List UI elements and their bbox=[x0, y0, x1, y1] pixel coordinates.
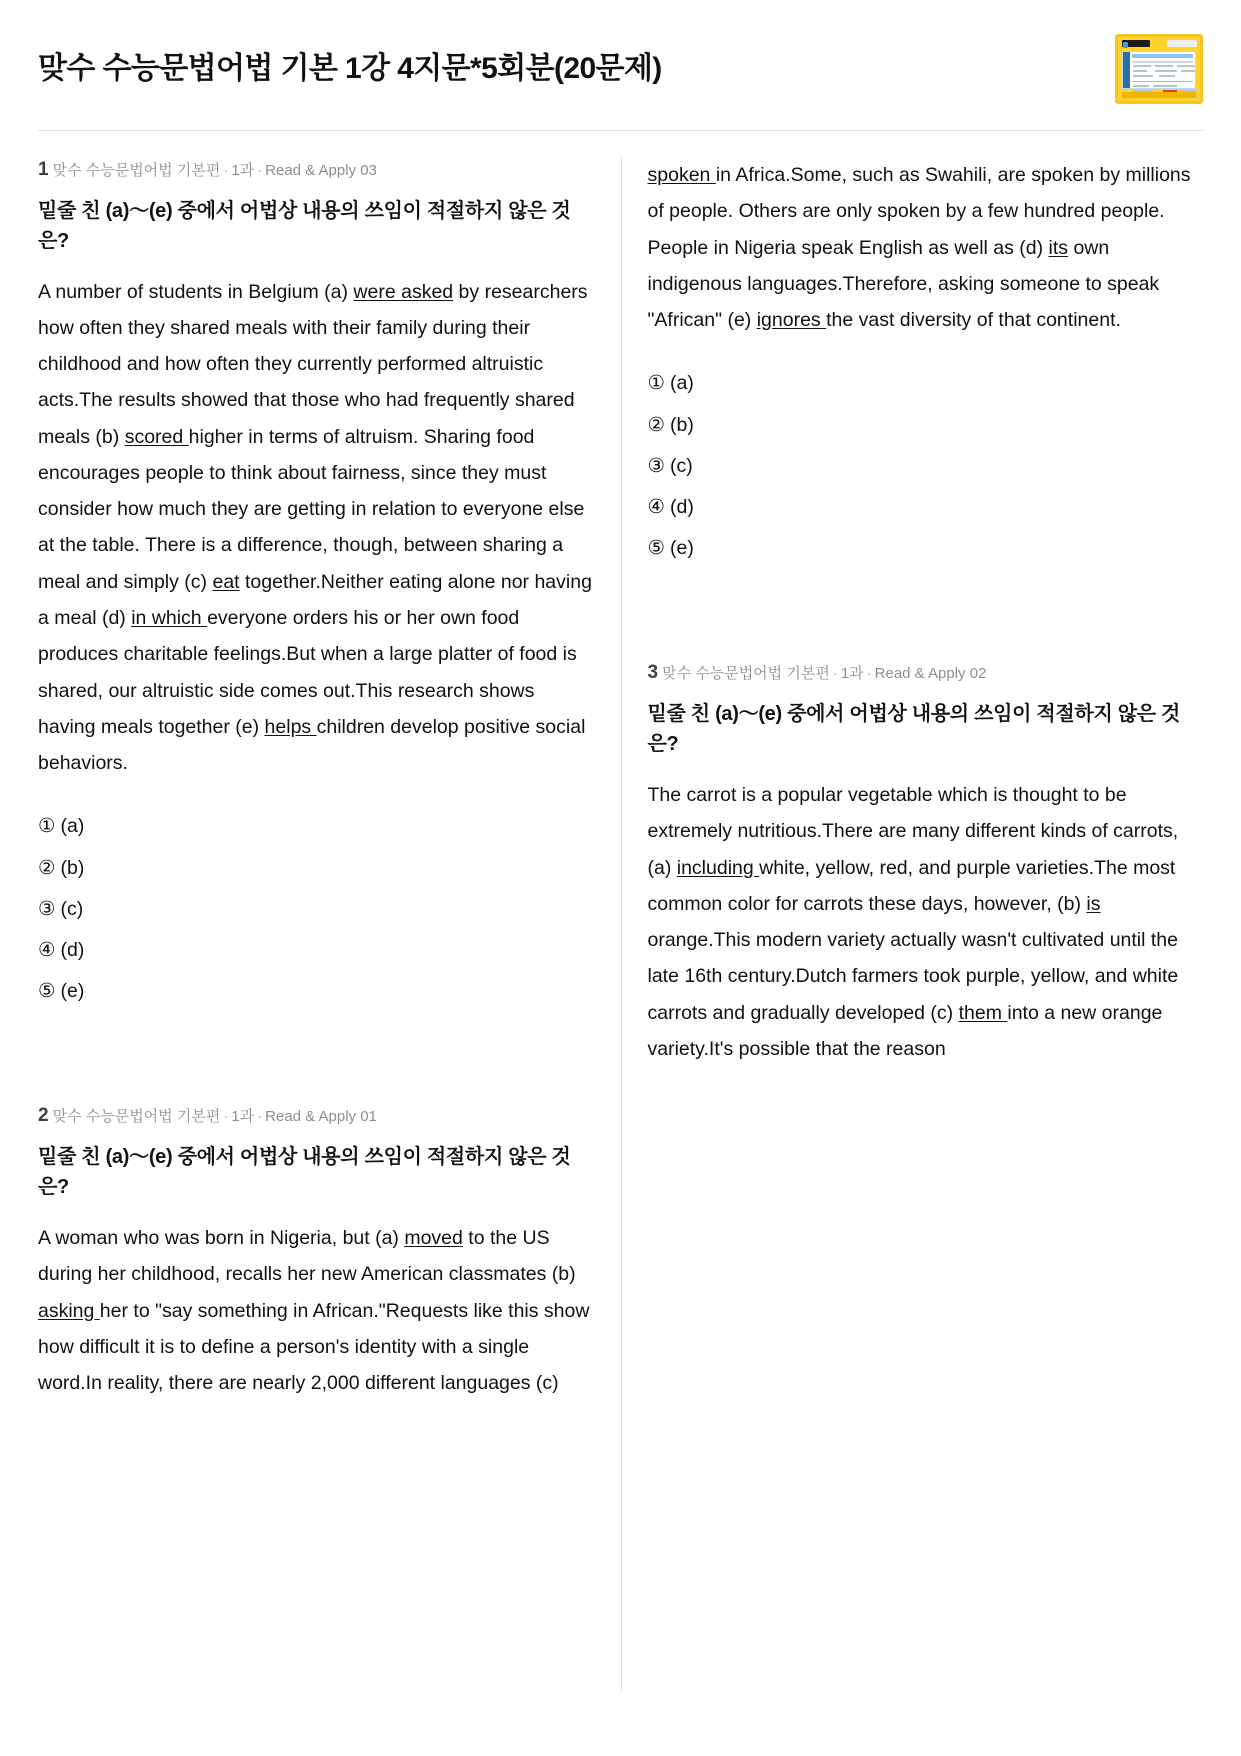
question-block-3 bbox=[648, 660, 1204, 1067]
question-1-source-book: 맞수 수능문법어법 기본편 bbox=[52, 162, 221, 179]
answer-choice[interactable] bbox=[648, 368, 1204, 398]
thumbnail-tab-label bbox=[1167, 40, 1197, 47]
question-3-source-unit: 1과 bbox=[840, 665, 864, 683]
passage-underlined-run: its bbox=[1048, 236, 1069, 259]
answer-choice-marker: ③ bbox=[38, 897, 56, 920]
passage-text-run: together.Neither eating alone nor having a meal (d) bbox=[38, 570, 592, 629]
answer-choice[interactable] bbox=[38, 935, 597, 965]
question-3-passage bbox=[648, 777, 1204, 1067]
question-2-prompt: 밑줄 친 (a)〜(e) 중에서 어법상 내용의 쓰임이 적절하지 않은 것은? bbox=[38, 1146, 571, 1198]
answer-choice-marker: ② bbox=[647, 413, 665, 436]
answer-choice-marker: ① bbox=[647, 372, 665, 395]
passage-text-run: into a new orange variety.It's possible that the reason bbox=[647, 1001, 1163, 1060]
answer-choice-label: (d) bbox=[60, 938, 85, 961]
question-1-prompt: 밑줄 친 (a)〜(e) 중에서 어법상 내용의 쓰임이 적절하지 않은 것은? bbox=[38, 199, 571, 252]
passage-underlined-run: moved bbox=[404, 1227, 463, 1249]
document-header bbox=[38, 0, 1203, 130]
question-1-choices bbox=[38, 811, 597, 1006]
answer-choice-label: (b) bbox=[669, 413, 694, 436]
answer-choice-marker: ⑤ bbox=[647, 537, 665, 560]
question-block-2 bbox=[38, 1103, 597, 1401]
question-1-passage bbox=[38, 274, 597, 782]
answer-choice[interactable] bbox=[648, 451, 1204, 481]
passage-underlined-run: is bbox=[1086, 892, 1101, 915]
passage-text-run: A number of students in Belgium (a) bbox=[38, 280, 354, 303]
passage-underlined-run: eat bbox=[212, 570, 240, 593]
thumbnail-body bbox=[1122, 51, 1196, 89]
question-block-2-continued bbox=[648, 157, 1204, 563]
question-1-meta: 1 맞수 수능문법어법 기본편 · 1과 · Read & Apply 03 bbox=[38, 159, 377, 180]
answer-choice-marker: ② bbox=[38, 856, 56, 879]
question-3-meta: 3 맞수 수능문법어법 기본편 · 1과 · Read & Apply 02 bbox=[647, 662, 987, 684]
passage-text-run: higher in terms of altruism. Sharing food encourages people to think about fairness, since they must consider how much they are getting in relation to everyone else at the table. There is a difference, though, between sharing a meal and simply (c) bbox=[38, 425, 585, 593]
question-3-source-book: 맞수 수능문법어법 기본편 bbox=[662, 665, 830, 683]
passage-underlined-run: were asked bbox=[353, 280, 454, 303]
passage-underlined-run: ignores bbox=[756, 309, 827, 332]
passage-text-run: The carrot is a popular vegetable which is thought to be extremely nutritious.There are many different kinds of carrots, (a) bbox=[647, 784, 1179, 879]
answer-choice-label: (e) bbox=[60, 980, 85, 1003]
thumbnail-logo-dot-icon bbox=[1123, 42, 1128, 48]
passage-text-run: by researchers how often they shared meals with their family during their childhood and how often they currently performed altruistic acts.The results showed that those who had frequently shared meals (b) bbox=[38, 280, 588, 448]
question-2-passage-part-a bbox=[38, 1220, 597, 1401]
question-3-number: 3 bbox=[647, 662, 659, 684]
question-2-source-unit: 1과 bbox=[231, 1108, 255, 1126]
answer-choice[interactable] bbox=[38, 853, 597, 883]
answer-choice[interactable] bbox=[648, 492, 1204, 522]
spacer bbox=[648, 574, 1204, 660]
spacer bbox=[38, 1017, 597, 1103]
passage-text-run: A woman who was born in Nigeria, but (a) bbox=[38, 1227, 405, 1249]
thumbnail-sidebar bbox=[1123, 52, 1130, 88]
passage-text-run: to the US during her childhood, recalls her new American classmates (b) bbox=[38, 1227, 576, 1286]
passage-underlined-run: them bbox=[958, 1001, 1008, 1024]
passage-underlined-run: in which bbox=[131, 606, 208, 629]
question-1-source-section: Read & Apply 03 bbox=[265, 162, 377, 179]
question-3-prompt: 밑줄 친 (a)〜(e) 중에서 어법상 내용의 쓰임이 적절하지 않은 것은? bbox=[647, 703, 1181, 756]
answer-choice[interactable] bbox=[38, 811, 597, 841]
answer-choice[interactable] bbox=[38, 976, 597, 1006]
answer-choice-label: (a) bbox=[669, 372, 694, 395]
right-column bbox=[621, 157, 1204, 1691]
passage-underlined-run: helps bbox=[264, 715, 317, 738]
answer-choice[interactable] bbox=[648, 533, 1204, 563]
question-2-source-section: Read & Apply 01 bbox=[265, 1108, 377, 1126]
passage-underlined-run: scored bbox=[124, 425, 189, 448]
answer-choice[interactable] bbox=[38, 894, 597, 924]
question-2-meta: 2 맞수 수능문법어법 기본편 · 1과 · Read & Apply 01 bbox=[38, 1105, 377, 1127]
answer-choice-label: (c) bbox=[60, 897, 84, 920]
question-1-number: 1 bbox=[38, 159, 49, 180]
question-1-source-unit: 1과 bbox=[231, 162, 255, 179]
answer-choice-marker: ⑤ bbox=[38, 980, 56, 1003]
passage-text-run: white, yellow, red, and purple varieties.The most common color for carrots these days, however, (b) bbox=[647, 856, 1176, 915]
thumbnail-logo-icon bbox=[1122, 40, 1150, 47]
answer-choice[interactable] bbox=[648, 410, 1204, 440]
passage-underlined-run: spoken bbox=[647, 164, 716, 186]
passage-text-run: own indigenous languages.Therefore, asking someone to speak "African" (e) bbox=[647, 236, 1160, 332]
answer-choice-label: (d) bbox=[669, 495, 694, 518]
page-title: 맞수 수능문법어법 기본 1강 4지문*5회분(20문제) bbox=[38, 52, 662, 86]
answer-choice-label: (c) bbox=[669, 454, 693, 477]
answer-choice-label: (e) bbox=[669, 537, 694, 560]
question-2-number: 2 bbox=[38, 1105, 49, 1127]
thumbnail-footer-band bbox=[1122, 92, 1196, 98]
answer-choice-marker: ③ bbox=[647, 454, 665, 477]
question-block-1 bbox=[38, 157, 597, 1006]
answer-choice-marker: ④ bbox=[38, 938, 56, 961]
passage-underlined-run: asking bbox=[38, 1299, 100, 1322]
left-column bbox=[38, 157, 621, 1691]
answer-choice-marker: ① bbox=[38, 815, 56, 838]
question-2-source-book: 맞수 수능문법어법 기본편 bbox=[52, 1108, 221, 1126]
passage-text-run: her to "say something in African."Requests like this show how difficult it is to define a person's identity with a single word.In reality, there are nearly 2,000 different languages (c) bbox=[38, 1299, 590, 1395]
passage-text-run: in Africa.Some, such as Swahili, are spoken by millions of people. Others are only spoken by a few hundred people. People in Nigeria speak English as well as (d) bbox=[647, 164, 1191, 259]
passage-text-run: everyone orders his or her own food produces charitable feelings.But when a large platter of food is shared, our altruistic side comes out.This research shows having meals together (e) bbox=[38, 606, 577, 738]
question-2-choices bbox=[648, 368, 1204, 563]
two-column-body bbox=[38, 131, 1203, 1691]
passage-text-run: orange.This modern variety actually wasn't cultivated until the late 16th century.Dutch farmers took purple, yellow, and white carrots and gradually developed (c) bbox=[647, 929, 1179, 1024]
answer-choice-marker: ④ bbox=[647, 495, 665, 518]
answer-choice-label: (b) bbox=[60, 856, 85, 879]
question-3-source-section: Read & Apply 02 bbox=[874, 665, 987, 683]
answer-choice-label: (a) bbox=[60, 815, 85, 838]
passage-underlined-run: including bbox=[676, 856, 760, 879]
passage-text-run: the vast diversity of that continent. bbox=[826, 309, 1121, 332]
question-2-passage-part-b bbox=[648, 157, 1204, 338]
worksheet-preview-thumbnail bbox=[1115, 34, 1203, 104]
thumbnail-header-band bbox=[1132, 54, 1193, 58]
passage-text-run: children develop positive social behaviors. bbox=[38, 715, 586, 775]
